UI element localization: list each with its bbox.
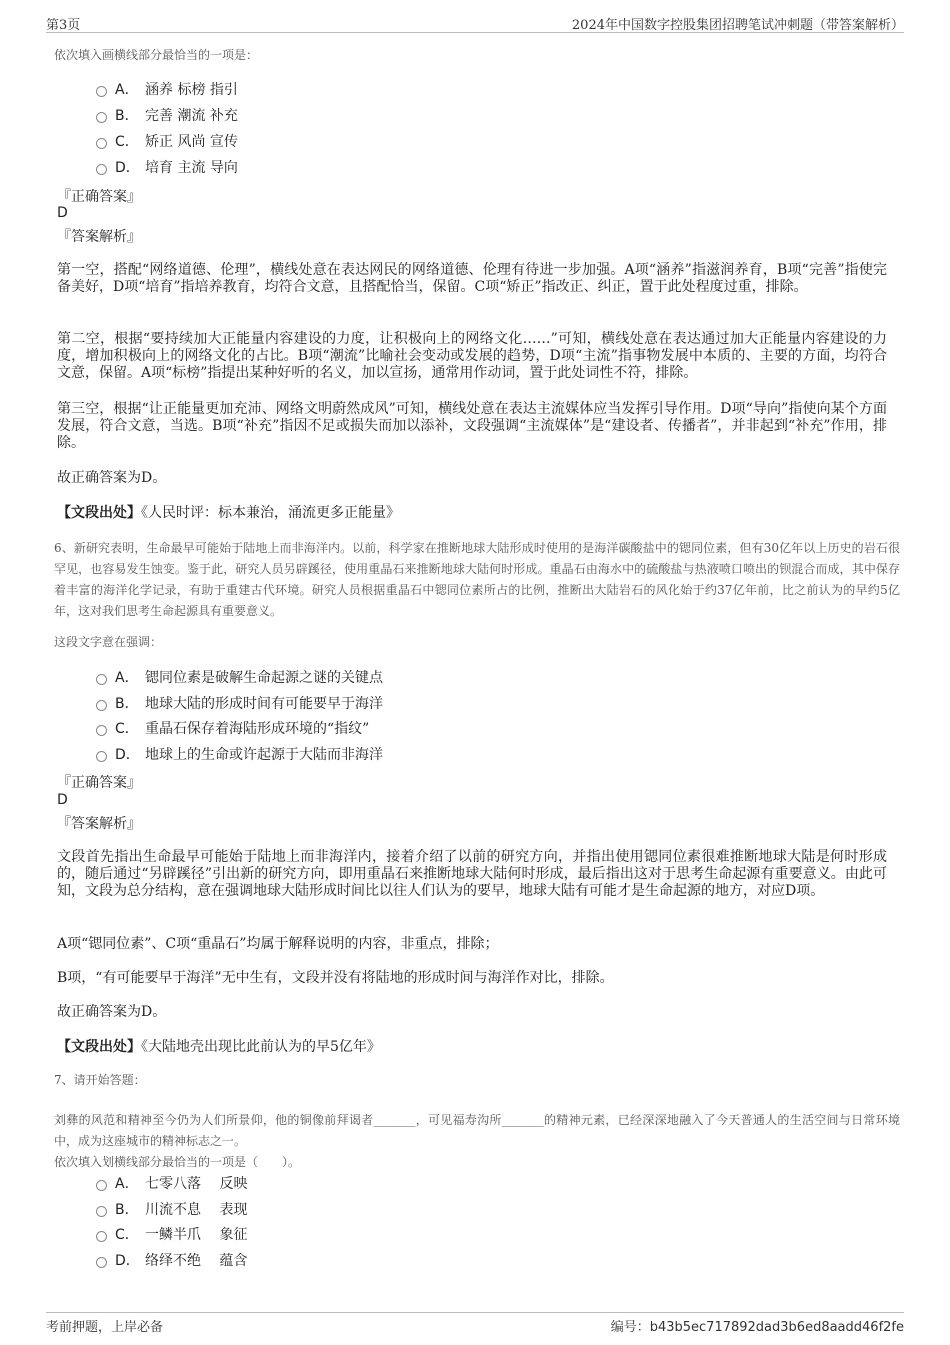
q6-source bbox=[57, 1039, 887, 1056]
page-number: 第3页 bbox=[46, 18, 81, 33]
q6-analysis-p1: 文段首先指出生命最早可能始于陆地上而非海洋内，接着介绍了以前的研究方向，并指出使用锶同位素很难推断地球大陆是何时形成的，随后通过“另辟蹊径”引出新的研究方向，即用重晶石来推断地球大陆何时形成，最后指出这对于思考生命起源有重要意义。由此可知，文段为总分结构，意在强调地球大陆形成时间比以往人们认为的要早，地球大陆有可能才是生命起源的地方，对应D项。 bbox=[57, 849, 887, 899]
q6-option-b[interactable]: B． 地球大陆的形成时间有可能要早于海洋 bbox=[96, 694, 383, 714]
source-title: 《大陆地壳出现比此前认为的早5亿年》 bbox=[141, 1039, 381, 1055]
q6-stem: 6、新研究表明，生命最早可能始于陆地上而非海洋内。以前，科学家在推断地球大陆形成时使用的是海洋碳酸盐中的锶同位素，但有30亿年以上历史的岩石很罕见，也容易发生蚀变。鉴于此，研究人员另辟蹊径，使用重晶石来推断地球大陆何时形成。重晶石由海水中的硫酸盐与热液喷口喷出的钡混合而成，其中保存着丰富的海洋化学记录，有助于重建古代环境。研究人员根据重晶石中锶同位素所占的比例，推断出大陆岩石的风化始于约37亿年前，比之前认为的早约5亿年，这对我们思考生命起源具有重要意义。 bbox=[54, 541, 900, 618]
q6-analysis-label: 『答案解析』 bbox=[57, 816, 141, 832]
q5-analysis-p1: 第一空，搭配“网络道德、伦理”，横线处意在表达网民的网络道德、伦理有待进一步加强。A项“涵养”指滋润养育，B项“完善”指使完备美好，D项“培育”指培养教育，均符合文意，且搭配恰当，保留。C项“矫正”指改正、纠正，置于此处程度过重，排除。 bbox=[57, 262, 887, 295]
q6-option-c[interactable]: C． 重晶石保存着海陆形成环境的“指纹” bbox=[96, 719, 369, 739]
radio-icon[interactable] bbox=[96, 86, 107, 97]
radio-icon[interactable] bbox=[96, 112, 107, 123]
q7-option-d[interactable]: D． 络绎不绝 蕴含 bbox=[96, 1251, 247, 1271]
document-id bbox=[611, 1316, 904, 1335]
q5-answer: D bbox=[57, 205, 68, 221]
q5-source bbox=[57, 505, 887, 522]
q7-option-b[interactable]: B． 川流不息 表现 bbox=[96, 1200, 247, 1220]
document-id-label: 编号： bbox=[610, 1320, 650, 1335]
q5-option-c[interactable]: C． 矫正 风尚 宣传 bbox=[96, 132, 238, 152]
q6-analysis-p3: B项，“有可能要早于海洋”无中生有，文段并没有将陆地的形成时间与海洋作对比，排除。 bbox=[57, 970, 614, 986]
radio-icon[interactable] bbox=[96, 1180, 107, 1191]
page-footer bbox=[46, 1312, 904, 1335]
radio-icon[interactable] bbox=[96, 1257, 107, 1268]
q5-analysis-conclusion: 故正确答案为D。 bbox=[57, 470, 167, 486]
q7-option-c[interactable]: C． 一鳞半爪 象征 bbox=[96, 1225, 247, 1245]
q7-prompt: 依次填入划横线部分最恰当的一项是（ ）。 bbox=[54, 1155, 301, 1169]
q6-analysis-conclusion: 故正确答案为D。 bbox=[57, 1004, 167, 1020]
radio-icon[interactable] bbox=[96, 725, 107, 736]
q5-analysis-p3: 第三空，根据“让正能量更加充沛、网络文明蔚然成风”可知，横线处意在表达主流媒体应当发挥引导作用。D项“导向”指使向某个方面发展，符合文意，当选。B项“补充”指因不足或损失而加以添补，文段强调“主流媒体”是“建设者、传播者”，并非起到“补充”作用，排除。 bbox=[57, 401, 887, 451]
q5-answer-label: 『正确答案』 bbox=[57, 189, 141, 205]
q5-prompt: 依次填入画横线部分最恰当的一项是： bbox=[54, 48, 259, 62]
q6-analysis-p2: A项“锶同位素”、C项“重晶石”均属于解释说明的内容，非重点，排除； bbox=[57, 936, 499, 952]
document-id-value: b43b5ec717892dad3b6ed8aadd46f2fe bbox=[649, 1320, 904, 1335]
q5-option-b[interactable]: B． 完善 潮流 补充 bbox=[96, 106, 238, 126]
q5-analysis-label: 『答案解析』 bbox=[57, 229, 141, 245]
source-label: 【文段出处】 bbox=[57, 505, 141, 521]
q6-answer-label: 『正确答案』 bbox=[57, 775, 141, 791]
document-title: 2024年中国数字控股集团招聘笔试冲刺题（带答案解析） bbox=[571, 18, 904, 33]
radio-icon[interactable] bbox=[96, 164, 107, 175]
source-label: 【文段出处】 bbox=[57, 1039, 141, 1055]
radio-icon[interactable] bbox=[96, 700, 107, 711]
q5-analysis-p2: 第二空，根据“要持续加大正能量内容建设的力度，让积极向上的网络文化……”可知，横线处意在表达通过加大正能量内容建设的力度，增加积极向上的网络文化的占比。B项“潮流”比喻社会变动或发展的趋势，D项“主流”指事物发展中本质的、主要的方面，均符合文意，保留。A项“标榜”指提出某种好听的名义，加以宣扬，通常用作动词，置于此处词性不符，排除。 bbox=[57, 331, 887, 381]
q6-option-a[interactable]: A． 锶同位素是破解生命起源之谜的关键点 bbox=[96, 668, 383, 688]
q7-option-a[interactable]: A． 七零八落 反映 bbox=[96, 1174, 247, 1194]
q6-answer: D bbox=[57, 792, 68, 808]
q6-option-d[interactable]: D． 地球上的生命或许起源于大陆而非海洋 bbox=[96, 745, 383, 765]
radio-icon[interactable] bbox=[96, 751, 107, 762]
q5-option-d[interactable]: D． 培育 主流 导向 bbox=[96, 158, 238, 178]
radio-icon[interactable] bbox=[96, 138, 107, 149]
q7-intro: 7、请开始答题： bbox=[54, 1073, 146, 1087]
source-title: 《人民时评：标本兼治，涌流更多正能量》 bbox=[141, 505, 400, 521]
radio-icon[interactable] bbox=[96, 1206, 107, 1217]
radio-icon[interactable] bbox=[96, 674, 107, 685]
footer-slogan: 考前押题，上岸必备 bbox=[46, 1320, 164, 1335]
q5-option-a[interactable]: A． 涵养 标榜 指引 bbox=[96, 80, 238, 100]
q6-prompt: 这段文字意在强调： bbox=[54, 635, 163, 649]
page-header bbox=[46, 12, 904, 33]
q7-stem: 刘彝的风范和精神至今仍为人们所景仰，他的铜像前拜谒者_______，可见福寿沟所_______的精神元素，已经深深地融入了今天普通人的生活空间与日常环境中，成为这座城市的精神标志之一。 bbox=[54, 1113, 900, 1148]
radio-icon[interactable] bbox=[96, 1231, 107, 1242]
